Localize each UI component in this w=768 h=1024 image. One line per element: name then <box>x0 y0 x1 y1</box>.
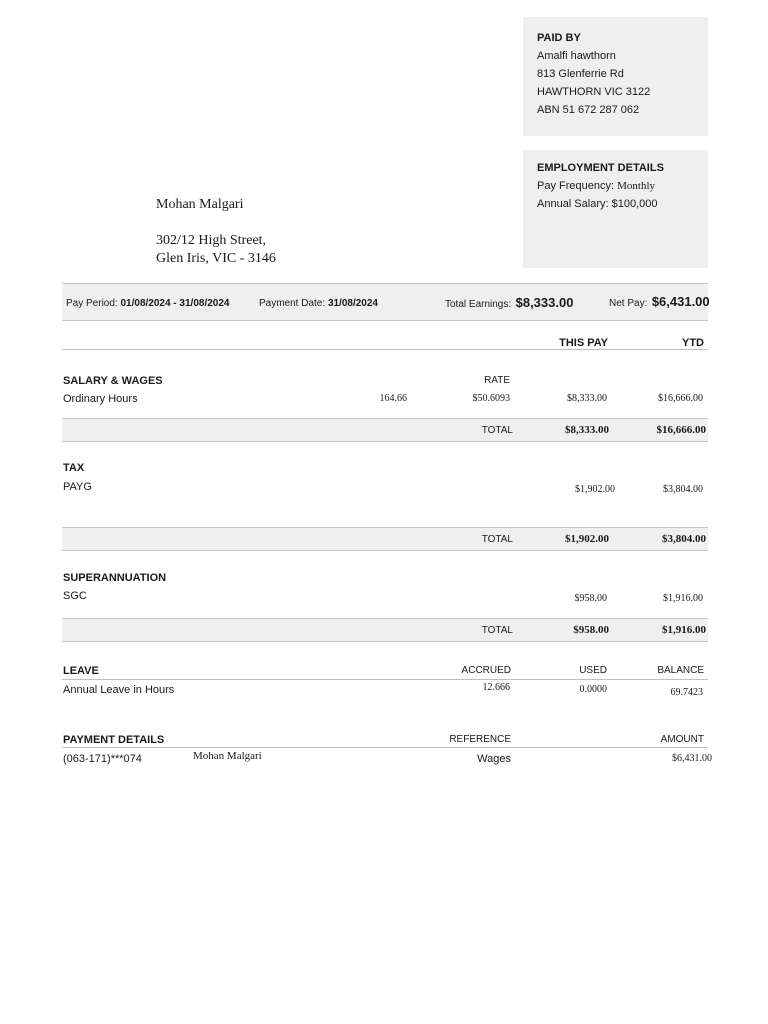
leave-heading: LEAVE <box>63 665 99 677</box>
annual-leave-used: 0.0000 <box>579 684 607 695</box>
sgc-ytd: $1,916.00 <box>663 593 703 604</box>
pay-summary-bar <box>62 283 708 321</box>
annual-salary-label: Annual Salary: <box>537 198 609 210</box>
net-pay-value: $6,431.00 <box>651 294 710 309</box>
pay-period-label: Pay Period: <box>66 298 118 309</box>
sgc-this-pay: $958.00 <box>574 593 607 604</box>
payment-reference: Wages <box>477 753 511 765</box>
net-pay-label: Net Pay: <box>609 298 648 309</box>
this-pay-header: THIS PAY <box>559 337 608 349</box>
ytd-header: YTD <box>682 337 704 349</box>
total-earnings <box>445 294 573 312</box>
tax-total-row <box>62 527 708 551</box>
tax-heading: TAX <box>63 462 85 474</box>
annual-leave-label: Annual Leave in Hours <box>63 684 175 696</box>
balance-header: BALANCE <box>657 665 704 676</box>
total-earnings-label: Total Earnings: <box>445 299 512 310</box>
payg-this-pay: $1,902.00 <box>575 484 615 495</box>
salary-total-ytd: $16,666.00 <box>656 424 706 436</box>
accrued-header: ACCRUED <box>461 665 511 676</box>
amount-header: AMOUNT <box>660 734 704 745</box>
payment-date-value: 31/08/2024 <box>327 298 378 309</box>
tax-total-label: TOTAL <box>481 534 513 545</box>
payer-name: Amalfi hawthorn <box>537 50 616 62</box>
pay-frequency-value: Monthly <box>617 180 656 192</box>
leave-header-divider <box>62 679 708 680</box>
payg-ytd: $3,804.00 <box>663 484 703 495</box>
super-total-label: TOTAL <box>481 625 513 636</box>
annual-salary <box>537 195 707 213</box>
pay-frequency-label: Pay Frequency: <box>537 180 615 192</box>
ordinary-hours-quantity: 164.66 <box>379 393 407 404</box>
rate-header: RATE <box>484 375 510 386</box>
employment-details-box <box>523 150 708 268</box>
bank-account-number: (063-171)***074 <box>63 753 142 765</box>
sgc-label: SGC <box>63 590 87 602</box>
employment-heading: EMPLOYMENT DETAILS <box>537 162 664 174</box>
payment-date <box>259 298 378 309</box>
payment-date-label: Payment Date: <box>259 298 326 309</box>
ordinary-hours-rate: $50.6093 <box>472 393 510 404</box>
payment-header-divider <box>62 747 708 748</box>
payg-label: PAYG <box>63 481 92 493</box>
payment-details-heading: PAYMENT DETAILS <box>63 734 165 746</box>
total-earnings-value: $8,333.00 <box>515 295 574 310</box>
salary-wages-heading: SALARY & WAGES <box>63 375 163 387</box>
payee-name: Mohan Malgari <box>193 750 262 762</box>
tax-total-ytd: $3,804.00 <box>662 533 706 545</box>
annual-leave-balance: 69.7423 <box>670 687 703 698</box>
salary-total-label: TOTAL <box>481 425 513 436</box>
employee-address-line1: 302/12 High Street, <box>156 233 267 248</box>
tax-total-this-pay: $1,902.00 <box>565 533 609 545</box>
ordinary-hours-this-pay: $8,333.00 <box>567 393 607 404</box>
payer-street: 813 Glenferrie Rd <box>537 68 624 80</box>
paid-by-box <box>523 17 708 136</box>
ordinary-hours-label: Ordinary Hours <box>63 393 138 405</box>
paid-by-heading: PAID BY <box>537 32 581 44</box>
payer-abn: ABN 51 672 287 062 <box>537 104 640 116</box>
used-header: USED <box>579 665 607 676</box>
ordinary-hours-ytd: $16,666.00 <box>658 393 703 404</box>
pay-frequency <box>537 177 707 195</box>
employee-address-line2: Glen Iris, VIC - 3146 <box>156 251 276 266</box>
pay-period-value: 01/08/2024 - 31/08/2024 <box>120 298 230 309</box>
super-total-this-pay: $958.00 <box>573 624 609 636</box>
reference-header: REFERENCE <box>449 734 511 745</box>
pay-period <box>66 298 229 309</box>
superannuation-heading: SUPERANNUATION <box>63 572 167 584</box>
payment-amount: $6,431.00 <box>672 753 712 764</box>
super-total-ytd: $1,916.00 <box>662 624 706 636</box>
payer-suburb: HAWTHORN VIC 3122 <box>537 86 651 98</box>
net-pay <box>609 293 710 311</box>
annual-salary-value: $100,000 <box>611 198 658 210</box>
salary-total-this-pay: $8,333.00 <box>565 424 609 436</box>
column-header-divider <box>62 349 708 350</box>
salary-total-row <box>62 418 708 442</box>
super-total-row <box>62 618 708 642</box>
annual-leave-accrued: 12.666 <box>482 682 510 693</box>
employee-name: Mohan Malgari <box>156 197 244 212</box>
